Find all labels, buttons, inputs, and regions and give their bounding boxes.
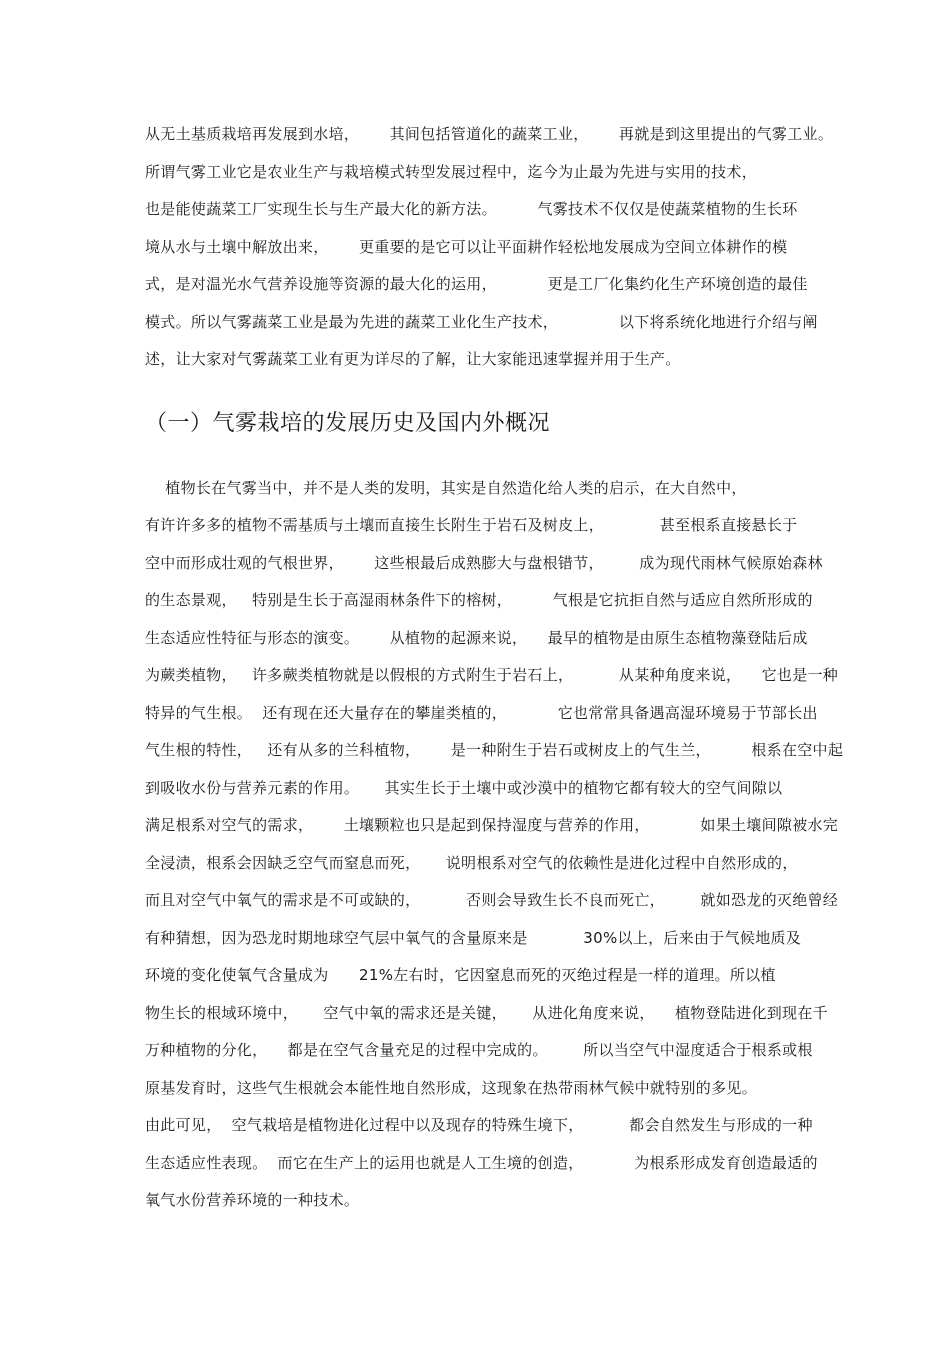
body-line: 气生根的特性， 还有从多的兰科植物， 是一种附生于岩石或树皮上的气生兰， 根系在空中起 — [145, 741, 844, 759]
body-line: 由此可见， 空气栽培是植物进化过程中以及现存的特殊生境下， 都会自然发生与形成的一种 — [145, 1116, 813, 1134]
body-line: 空中而形成壮观的气根世界， 这些根最后成熟膨大与盘根错节， 成为现代雨林气候原始森林 — [145, 554, 823, 572]
body-line: 的生态景观， 特别是生长于高湿雨林条件下的榕树， 气根是它抗拒自然与适应自然所形成的 — [145, 591, 813, 609]
body-line: 原基发育时，这些气生根就会本能性地自然形成，这现象在热带雨林气候中就特别的多见。 — [145, 1079, 758, 1097]
body-line: 而且对空气中氧气的需求是不可或缺的， 否则会导致生长不良而死亡， 就如恐龙的灭绝曾经 — [145, 891, 839, 909]
body-line: 满足根系对空气的需求， 土壤颗粒也只是起到保持湿度与营养的作用， 如果土壤间隙被水完 — [145, 816, 839, 834]
intro-line: 从无土基质栽培再发展到水培， 其间包括管道化的蔬菜工业， 再就是到这里提出的气雾工业。 — [145, 125, 834, 143]
body-line: 为蕨类植物， 许多蕨类植物就是以假根的方式附生于岩石上， 从某种角度来说， 它也是一种 — [145, 666, 839, 684]
body-line: 全浸渍，根系会因缺乏空气而窒息而死， 说明根系对空气的依赖性是进化过程中自然形成的， — [145, 854, 798, 872]
intro-line: 式，是对温光水气营养设施等资源的最大化的运用， 更是工厂化集约化生产环境创造的最佳 — [145, 275, 808, 293]
body-line: 环境的变化使氧气含量成为 21%左右时，它因窒息而死的灭绝过程是一样的道理。所以植 — [145, 966, 776, 984]
intro-line: 模式。所以气雾蔬菜工业是最为先进的蔬菜工业化生产技术， 以下将系统化地进行介绍与阐 — [145, 313, 818, 331]
intro-line: 述，让大家对气雾蔬菜工业有更为详尽的了解，让大家能迅速掌握并用于生产。 — [145, 350, 681, 368]
body-line: 生态适应性特征与形态的演变。 从植物的起源来说， 最早的植物是由原生态植物藻登陆后成 — [145, 629, 808, 647]
intro-line: 也是能使蔬菜工厂实现生长与生产最大化的新方法。 气雾技术不仅仅是使蔬菜植物的生长环 — [145, 200, 798, 218]
body-line: 特异的气生根。 还有现在还大量存在的攀崖类植的， 它也常常具备遇高湿环境易于节部长出 — [145, 704, 818, 722]
body-line: 有种猜想，因为恐龙时期地球空气层中氧气的含量原来是 30%以上，后来由于气候地质及 — [145, 929, 802, 947]
body-line: 植物长在气雾当中，并不是人类的发明，其实是自然造化给人类的启示，在大自然中， — [145, 479, 747, 497]
intro-line: 境从水与土壤中解放出来， 更重要的是它可以让平面耕作轻松地发展成为空间立体耕作的模 — [145, 238, 788, 256]
body-line: 氧气水份营养环境的一种技术。 — [145, 1191, 360, 1209]
body-line: 万种植物的分化， 都是在空气含量充足的过程中完成的。 所以当空气中湿度适合于根系或根 — [145, 1041, 813, 1059]
body-line: 物生长的根域环境中， 空气中氧的需求还是关键， 从进化角度来说， 植物登陆进化到现在千 — [145, 1004, 828, 1022]
intro-line: 所谓气雾工业它是农业生产与栽培模式转型发展过程中，迄今为止最为先进与实用的技术， — [145, 163, 758, 181]
section-heading: （一）气雾栽培的发展历史及国内外概况 — [145, 411, 551, 436]
body-line: 到吸收水份与营养元素的作用。 其实生长于土壤中或沙漠中的植物它都有较大的空气间隙以 — [145, 779, 783, 797]
body-line: 生态适应性表现。 而它在生产上的运用也就是人工生境的创造， 为根系形成发育创造最适的 — [145, 1154, 818, 1172]
body-line: 有许许多多的植物不需基质与土壤而直接生长附生于岩石及树皮上， 甚至根系直接悬长于 — [145, 516, 798, 534]
